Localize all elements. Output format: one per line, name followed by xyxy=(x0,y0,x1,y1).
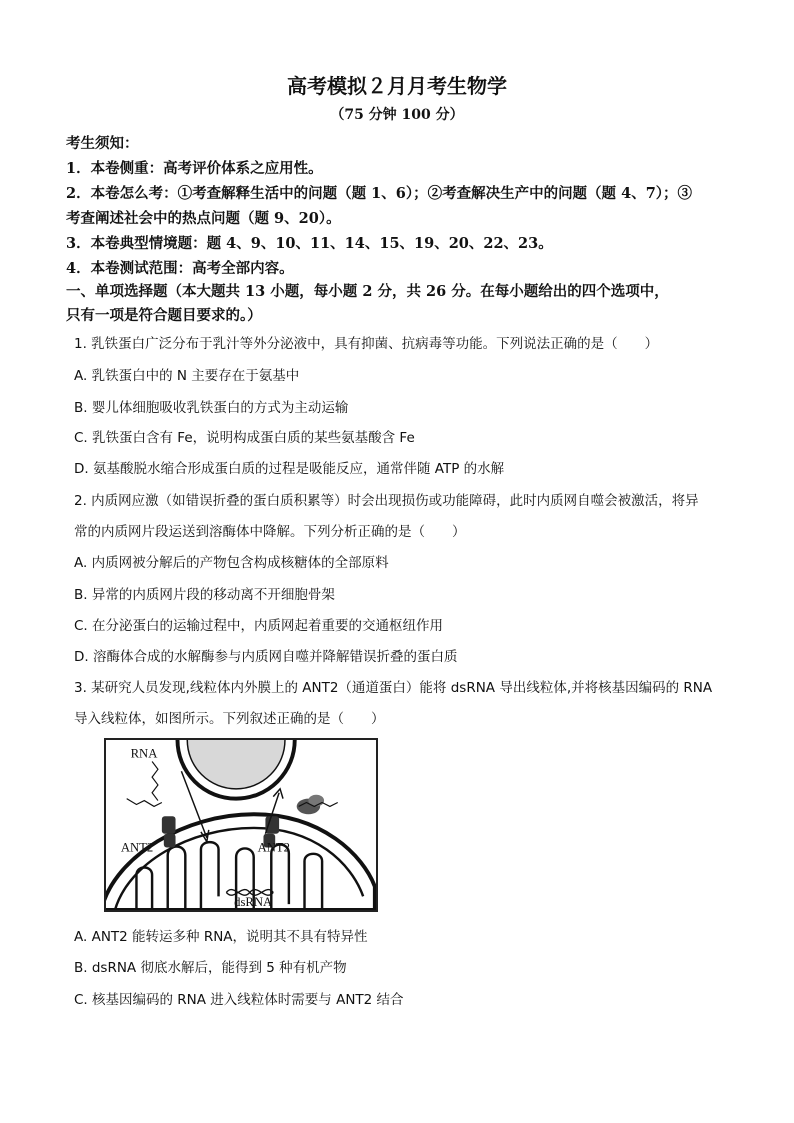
label-ant2-right: ANT2 xyxy=(257,840,291,855)
question-1-option-d: D. 氨基酸脱水缩合形成蛋白质的过程是吸能反应，通常伴随 ATP 的水解 xyxy=(74,461,505,477)
vesicle-inner xyxy=(187,740,285,789)
question-3-stem-line-1: 3. 某研究人员发现,线粒体内外膜上的 ANT2（通道蛋白）能将 dsRNA 导出线粒体,并将核基因编码的 RNA xyxy=(74,680,713,696)
question-1-option-b: B. 婴儿体细胞吸收乳铁蛋白的方式为主动运输 xyxy=(74,400,349,416)
ribosome-cluster xyxy=(297,795,338,815)
question-3-option-c: C. 核基因编码的 RNA 进入线粒体时需要与 ANT2 结合 xyxy=(74,992,404,1008)
page-subtitle: （75 分钟 100 分） xyxy=(330,107,464,123)
section-heading-line-2: 只有一项是符合题目要求的。） xyxy=(66,307,262,324)
notice-line-2b: 考查阐述社会中的热点问题（题 9、20）。 xyxy=(66,210,341,227)
notice-line-3: 3．本卷典型情境题：题 4、9、10、11、14、15、19、20、22、23。 xyxy=(66,235,553,252)
question-3-stem-line-2: 导入线粒体，如图所示。下列叙述正确的是（ ） xyxy=(74,711,385,727)
question-2-option-b: B. 异常的内质网片段的移动离不开细胞骨架 xyxy=(74,587,335,603)
question-2-option-a: A. 内质网被分解后的产物包含构成核糖体的全部原料 xyxy=(74,555,389,571)
notice-heading: 考生须知： xyxy=(66,135,139,152)
question-3-option-a: A. ANT2 能转运多种 RNA，说明其不具有特异性 xyxy=(74,929,368,945)
page-title: 高考模拟２月月考生物学 xyxy=(287,74,507,98)
rna-strand-2 xyxy=(127,799,162,807)
mitochondria-ant2-figure xyxy=(104,738,378,912)
question-3-option-b: B. dsRNA 彻底水解后，能得到 5 种有机产物 xyxy=(74,960,347,976)
question-1-stem: 1. 乳铁蛋白广泛分布于乳汁等外分泌液中，具有抑菌、抗病毒等功能。下列说法正确的是（ ） xyxy=(74,336,659,352)
section-heading-line-1: 一、单项选择题（本大题共 13 小题，每小题 2 分，共 26 分。在每小题给出的四个选项中， xyxy=(66,283,669,300)
question-2-option-c: C. 在分泌蛋白的运输过程中，内质网起着重要的交通枢纽作用 xyxy=(74,618,444,634)
question-1-option-c: C. 乳铁蛋白含有 Fe，说明构成蛋白质的某些氨基酸含 Fe xyxy=(74,430,415,446)
question-2-stem-line-1: 2. 内质网应激（如错误折叠的蛋白质积累等）时会出现损伤或功能障碍，此时内质网自噬会被激活，将异 xyxy=(74,493,699,509)
question-2-option-d: D. 溶酶体合成的水解酶参与内质网自噬并降解错误折叠的蛋白质 xyxy=(74,649,458,665)
label-rna: RNA xyxy=(130,746,158,761)
notice-line-2a: 2．本卷怎么考：①考查解释生活中的问题（题 1、6）；②考查解决生产中的问题（题 4、7）；③ xyxy=(66,185,693,202)
notice-line-4: 4．本卷测试范围：高考全部内容。 xyxy=(66,260,294,277)
notice-line-1: 1．本卷侧重：高考评价体系之应用性。 xyxy=(66,160,323,177)
question-2-stem-line-2: 常的内质网片段运送到溶酶体中降解。下列分析正确的是（ ） xyxy=(74,524,466,540)
rna-strand xyxy=(152,761,158,800)
ant2-left-channel xyxy=(162,816,176,847)
question-1-option-a: A. 乳铁蛋白中的 N 主要存在于氨基中 xyxy=(74,368,300,384)
label-ant2-left: ANT2 xyxy=(120,840,154,855)
label-dsrna: dsRNA xyxy=(234,895,273,910)
